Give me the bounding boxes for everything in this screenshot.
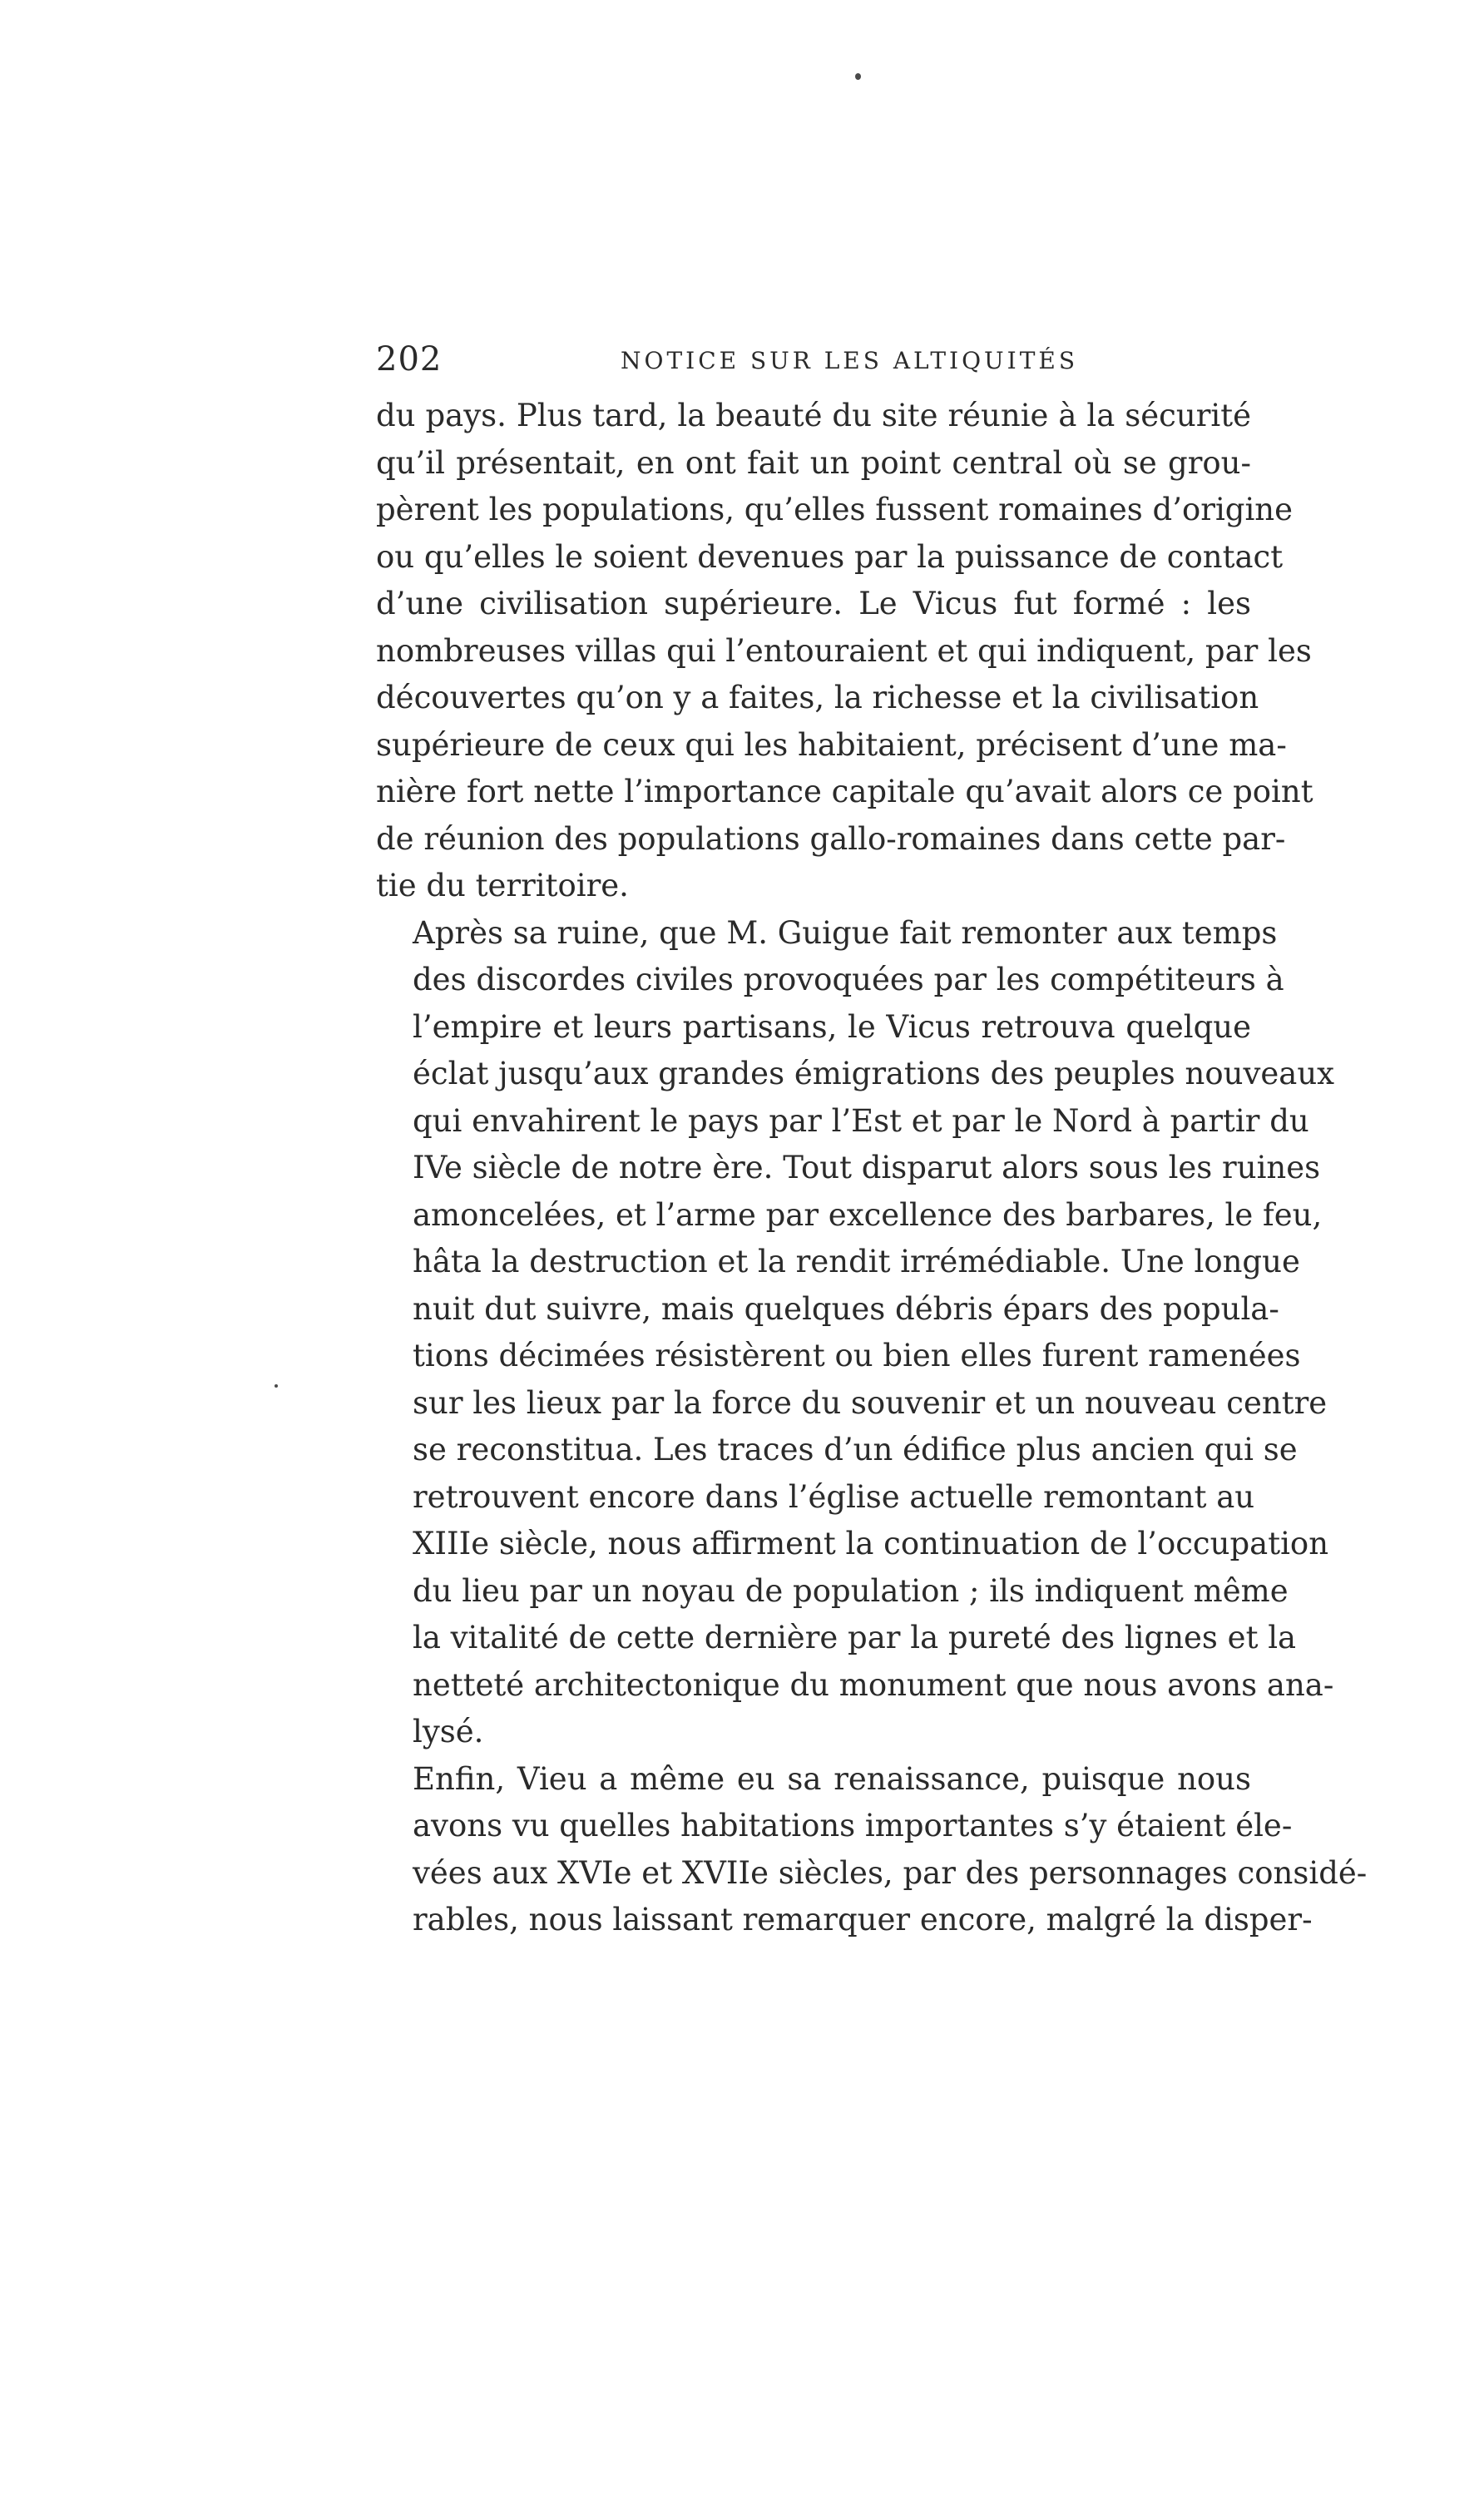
- text-line: de réunion des populations gallo-romaines dans cette par-: [376, 820, 1286, 857]
- text-line: Enfin, Vieu a même eu sa renaissance, puisque nous: [413, 1760, 1251, 1797]
- paragraph: [376, 393, 1313, 910]
- running-head: [376, 336, 1251, 383]
- paragraph: [376, 1756, 1368, 1944]
- text-line: l’empire et leurs partisans, le Vicus retrouva quelque: [413, 1008, 1251, 1045]
- text-line: d’une civilisation supérieure. Le Vicus fut formé : les: [376, 586, 1251, 621]
- text-line: se reconstitua. Les traces d’un édifice plus ancien qui se: [413, 1432, 1298, 1467]
- text-line: IVe siècle de notre ère. Tout disparut alors sous les ruines: [413, 1150, 1321, 1185]
- text-line: du lieu par un noyau de population ; ils indiquent même: [413, 1572, 1289, 1609]
- text-line: rables, nous laissant remarquer encore, malgré la disper-: [413, 1902, 1313, 1937]
- text-line: XIIIe siècle, nous affirment la continuation de l’occupation: [413, 1526, 1329, 1561]
- text-line: ou qu’elles le soient devenues par la puissance de contact: [376, 538, 1284, 575]
- text-line: éclat jusqu’aux grandes émigrations des peuples nouveaux: [413, 1056, 1335, 1091]
- text-line: netteté architectonique du monument que nous avons ana-: [413, 1666, 1334, 1703]
- ink-speck: [275, 1384, 278, 1388]
- text-line: nuit dut suivre, mais quelques débris épars des popula-: [413, 1290, 1279, 1327]
- text-line: lysé.: [413, 1714, 484, 1749]
- text-line: qui envahirent le pays par l’Est et par le Nord à partir du: [413, 1102, 1309, 1139]
- text-line: supérieure de ceux qui les habitaient, précisent d’une ma-: [376, 726, 1287, 763]
- text-line: vées aux XVIe et XVIIe siècles, par des personnages considé-: [413, 1854, 1368, 1891]
- text-block: [376, 393, 1368, 1944]
- text-line: amoncelées, et l’arme par excellence des barbares, le feu,: [413, 1196, 1323, 1233]
- text-line: tions décimées résistèrent ou bien elles furent ramenées: [413, 1338, 1301, 1373]
- text-line: Après sa ruine, que M. Guigue fait remonter aux temps: [413, 914, 1278, 951]
- running-title: NOTICE SUR LES ALTIQUITÉS: [621, 347, 1079, 374]
- text-line: pèrent les populations, qu’elles fussent romaines d’origine: [376, 492, 1294, 527]
- text-line: nombreuses villas qui l’entouraient et qui indiquent, par les: [376, 632, 1312, 669]
- text-line: des discordes civiles provoquées par les compétiteurs à: [413, 962, 1284, 997]
- page-number: 202: [376, 340, 443, 379]
- paragraph: [376, 910, 1335, 1756]
- text-line: qu’il présentait, en ont fait un point central où se grou-: [376, 444, 1251, 481]
- text-line: découvertes qu’on y a faites, la richesse et la civilisation: [376, 680, 1259, 715]
- text-line: sur les lieux par la force du souvenir et un nouveau centre: [413, 1384, 1328, 1421]
- text-line: du pays. Plus tard, la beauté du site réunie à la sécurité: [376, 398, 1251, 433]
- text-line: avons vu quelles habitations importantes s’y étaient éle-: [413, 1808, 1293, 1843]
- text-line: hâta la destruction et la rendit irrémédiable. Une longue: [413, 1244, 1300, 1279]
- text-line: tie du territoire.: [376, 868, 629, 903]
- text-line: la vitalité de cette dernière par la pureté des lignes et la: [413, 1620, 1297, 1655]
- text-line: retrouvent encore dans l’église actuelle remontant au: [413, 1478, 1255, 1515]
- ink-speck: [855, 73, 861, 80]
- text-line: nière fort nette l’importance capitale qu’avait alors ce point: [376, 774, 1313, 809]
